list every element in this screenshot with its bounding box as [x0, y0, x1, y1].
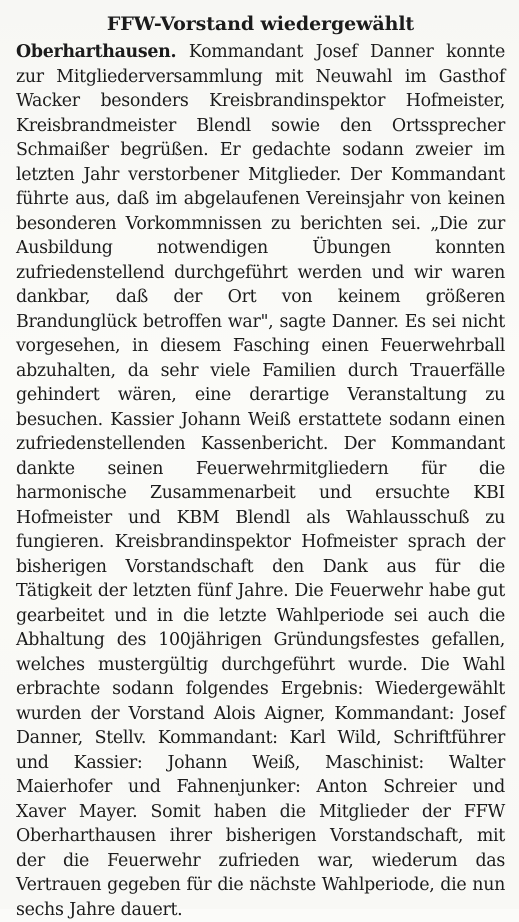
article [16, 12, 505, 922]
article-dateline: Oberharthausen. [16, 42, 177, 62]
article-body [16, 40, 505, 922]
article-text: Kommandant Josef Danner konnte zur Mitgliederversammlung mit Neuwahl im Gasthof Wacker besonders Kreisbrandinspektor Hofmeister, Kreisbrandmeister Blendl sowie den Ortssprecher Schmaißer begrüßen. Er gedachte sodann zweier im letzten Jahr verstorbener Mitglieder. Der Kommandant führte aus, daß im abgelaufenen Vereinsjahr von keinen besonderen Vorkommnissen zu berichten sei. „Die zur Ausbildung notwendigen Übungen konnten zufriedenstellend durchgeführt werden und wir waren dankbar, daß der Ort von keinem größeren Brandunglück betroffen war", sagte Danner. Es sei nicht vorgesehen, in diesem Fasching einen Feuerwehrball abzuhalten, da sehr viele Familien durch Trauerfälle gehindert wären, eine derartige Veranstaltung zu besuchen. Kassier Johann Weiß erstattete sodann einen zufriedenstellenden Kassenbericht. Der Kommandant dankte seinen Feuerwehrmitgliedern für die harmonische Zusammenarbeit und ersuchte KBI Hofmeister und KBM Blendl als Wahlausschuß zu fungieren. Kreisbrandinspektor Hofmeister sprach der bisherigen Vorstandschaft den Dank aus für die Tätigkeit der letzten fünf Jahre. Die Feuerwehr habe gut gearbeitet und in die letzte Wahlperiode sei auch die Abhaltung des 100jährigen Gründungsfestes gefallen, welches mustergültig durchgeführt wurde. Die Wahl erbrachte sodann folgendes Ergebnis: Wiedergewählt wurden der Vorstand Alois Aigner, Kommandant: Josef Danner, Stellv. Kommandant: Karl Wild, Schriftführer und Kassier: Johann Weiß, Maschinist: Walter Maierhofer und Fahnenjunker: Anton Schreier und Xaver Mayer. Somit haben die Mitglieder der FFW Oberharthausen ihrer bisherigen Vorstandschaft, mit der die Feuerwehr zufrieden war, wiederum das Vertrauen gegeben für die nächste Wahlperiode, die nun sechs Jahre dauert. [16, 42, 505, 920]
article-headline: FFW-Vorstand wiedergewählt [106, 13, 415, 35]
